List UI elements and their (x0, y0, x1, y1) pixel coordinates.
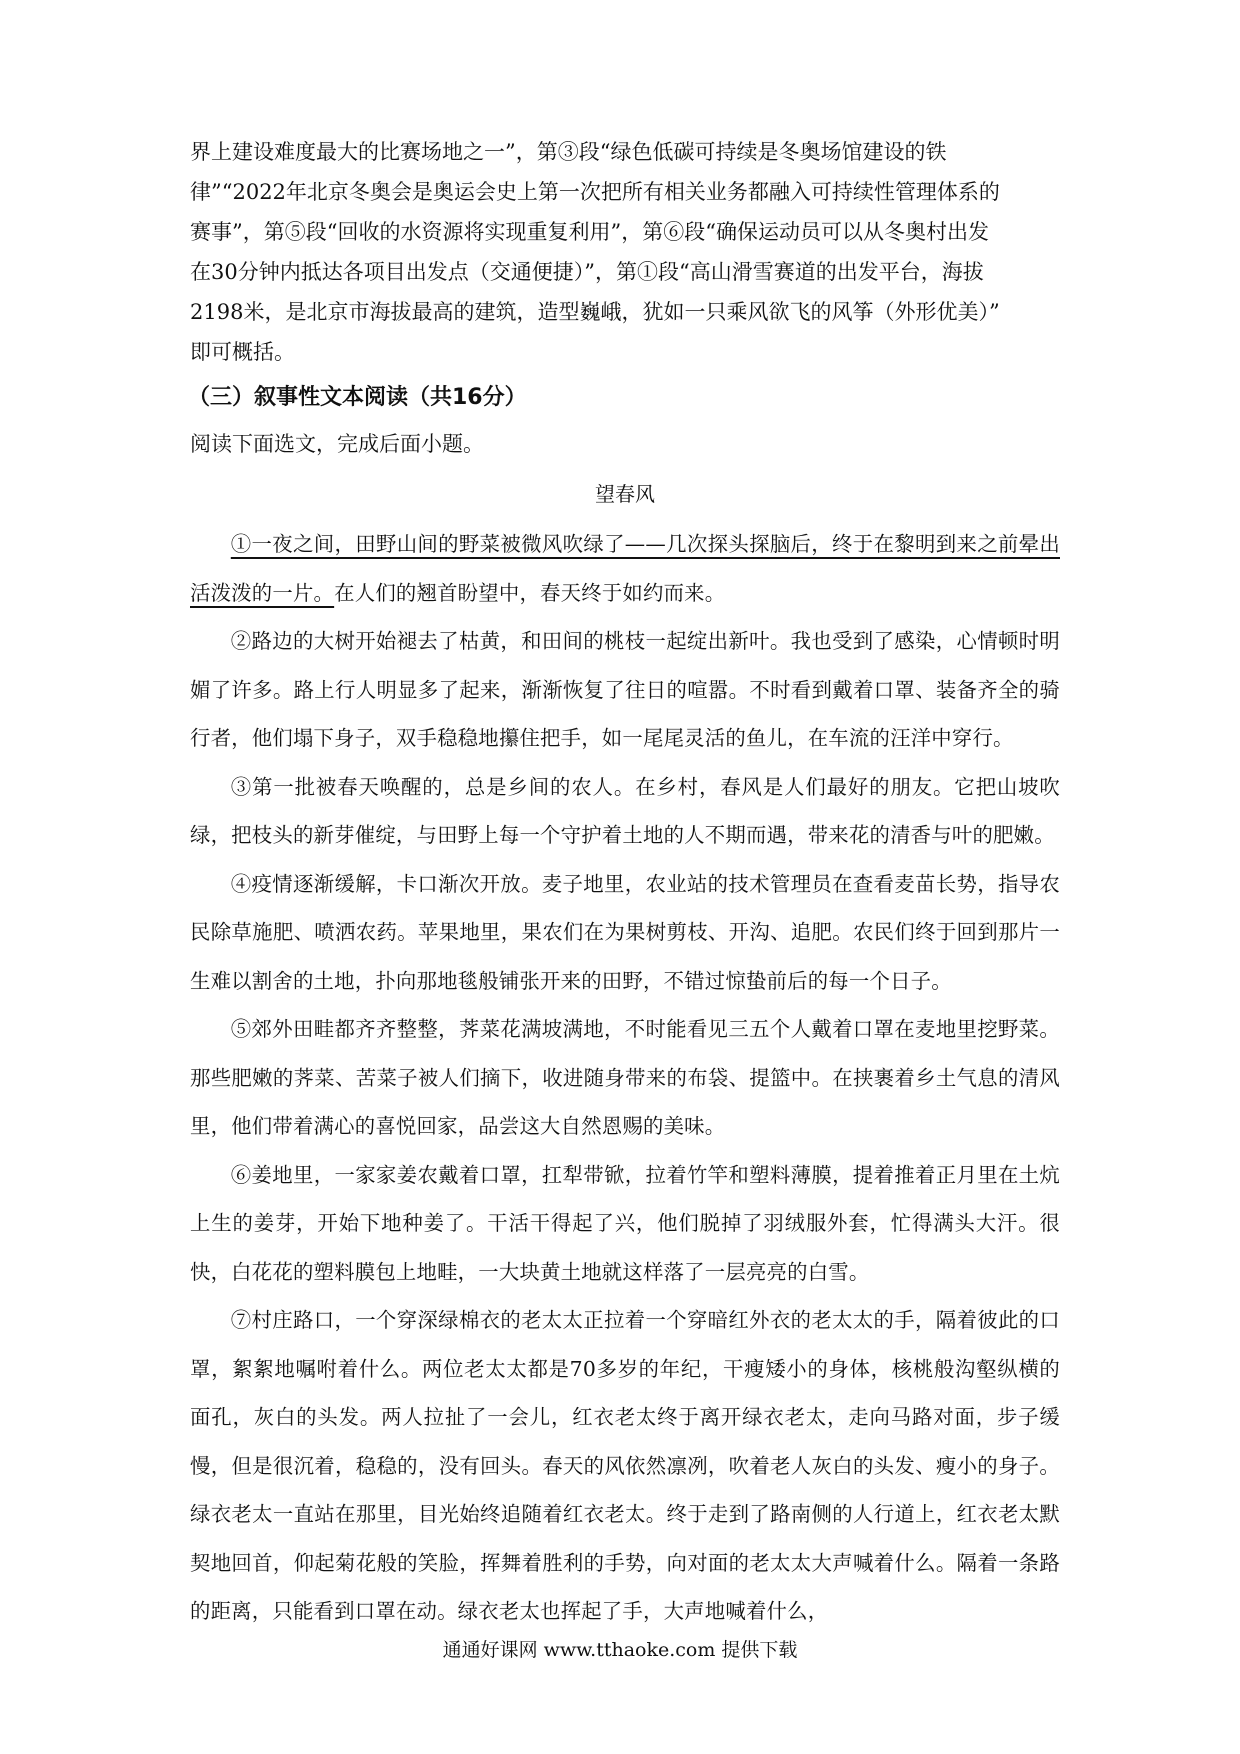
story-paragraph-7: ⑦村庄路口，一个穿深绿棉衣的老太太正拉着一个穿暗红外衣的老太太的手，隔着彼此的口罩，絮絮地嘱咐着什么。两位老太太都是70多岁的年纪，干瘦矮小的身体，核桃般沟壑纵横的面孔，灰白的头发。两人拉扯了一会儿，红衣老太终于离开绿衣老太，走向马路对面，步子缓慢，但是很沉着，稳稳的，没有回头。春天的风依然凛冽，吹着老人灰白的头发、瘦小的身子。绿衣老太一直站在那里，目光始终追随着红衣老太。终于走到了路南侧的人行道上，红衣老太默契地回首，仰起菊花般的笑脸，挥舞着胜利的手势，向对面的老太太大声喊着什么。隔着一条路的距离，只能看到口罩在动。绿衣老太也挥起了手，大声地喊着什么， (190, 1308, 1060, 1623)
page-footer: 通通好课网 www.tthaoke.com 提供下载 (442, 1639, 798, 1661)
story-title: 望春风 (595, 482, 655, 506)
answer-line-1: 界上建设难度最大的比赛场地之一”，第③段“绿色低碳可持续是冬奥场馆建设的铁 (190, 140, 947, 164)
answer-line-5: 2198米，是北京市海拔最高的建筑，造型巍峨，犹如一只乘风欲飞的风筝（外形优美）” (190, 300, 1000, 324)
answer-line-2: 律”“2022年北京冬奥会是奥运会史上第一次把所有相关业务都融入可持续性管理体系的 (190, 180, 1000, 204)
story-paragraph-4: ④疫情逐渐缓解，卡口渐次开放。麦子地里，农业站的技术管理员在查看麦苗长势，指导农民除草施肥、喷洒农药。苹果地里，果农们在为果树剪枝、开沟、追肥。农民们终于回到那片一生难以割舍的土地，扑向那地毯般铺张开来的田野，不错过惊蛰前后的每一个日子。 (190, 871, 1060, 993)
previous-answer (190, 132, 1060, 372)
page-content (190, 132, 1060, 1636)
answer-line-3: 赛事”，第⑤段“回收的水资源将实现重复利用”，第⑥段“确保运动员可以从冬奥村出发 (190, 220, 989, 244)
story-paragraph-6: ⑥姜地里，一家家姜农戴着口罩，扛犁带锨，拉着竹竿和塑料薄膜，提着推着正月里在土炕上生的姜芽，开始下地种姜了。干活干得起了兴，他们脱掉了羽绒服外套，忙得满头大汗。很快，白花花的塑料膜包上地畦，一大块黄土地就这样落了一层亮亮的白雪。 (190, 1162, 1060, 1284)
story-paragraph-3: ③第一批被春天唤醒的，总是乡间的农人。在乡村，春风是人们最好的朋友。它把山坡吹绿，把枝头的新芽催绽，与田野上每一个守护着土地的人不期而遇，带来花的清香与叶的肥嫩。 (190, 774, 1060, 847)
section-heading: （三）叙事性文本阅读（共16分） (188, 385, 527, 410)
answer-line-6: 即可概括。 (190, 340, 295, 364)
reading-instruction: 阅读下面选文，完成后面小题。 (190, 432, 484, 456)
story-paragraph-1 (190, 520, 1060, 617)
underlined-sentence: ①一夜之间，田野山间的野菜被微风吹绿了——几次探头探脑后，终于在黎明到来之前晕出活泼泼的一片。 (190, 532, 1060, 605)
answer-line-4: 在30分钟内抵达各项目出发点（交通便捷）”，第①段“高山滑雪赛道的出发平台，海拔 (190, 260, 984, 284)
story-paragraph-5: ⑤郊外田畦都齐齐整整，荠菜花满坡满地，不时能看见三五个人戴着口罩在麦地里挖野菜。那些肥嫩的荠菜、苦菜子被人们摘下，收进随身带来的布袋、提篮中。在挟裹着乡土气息的清风里，他们带着满心的喜悦回家，品尝这大自然恩赐的美味。 (190, 1017, 1060, 1138)
story-paragraph-2: ②路边的大树开始褪去了枯黄，和田间的桃枝一起绽出新叶。我也受到了感染，心情顿时明媚了许多。路上行人明显多了起来，渐渐恢复了往日的喧嚣。不时看到戴着口罩、装备齐全的骑行者，他们塌下身子，双手稳稳地攥住把手，如一尾尾灵活的鱼儿，在车流的汪洋中穿行。 (190, 629, 1060, 750)
paragraph-1-rest: 在人们的翘首盼望中，春天终于如约而来。 (334, 580, 726, 605)
